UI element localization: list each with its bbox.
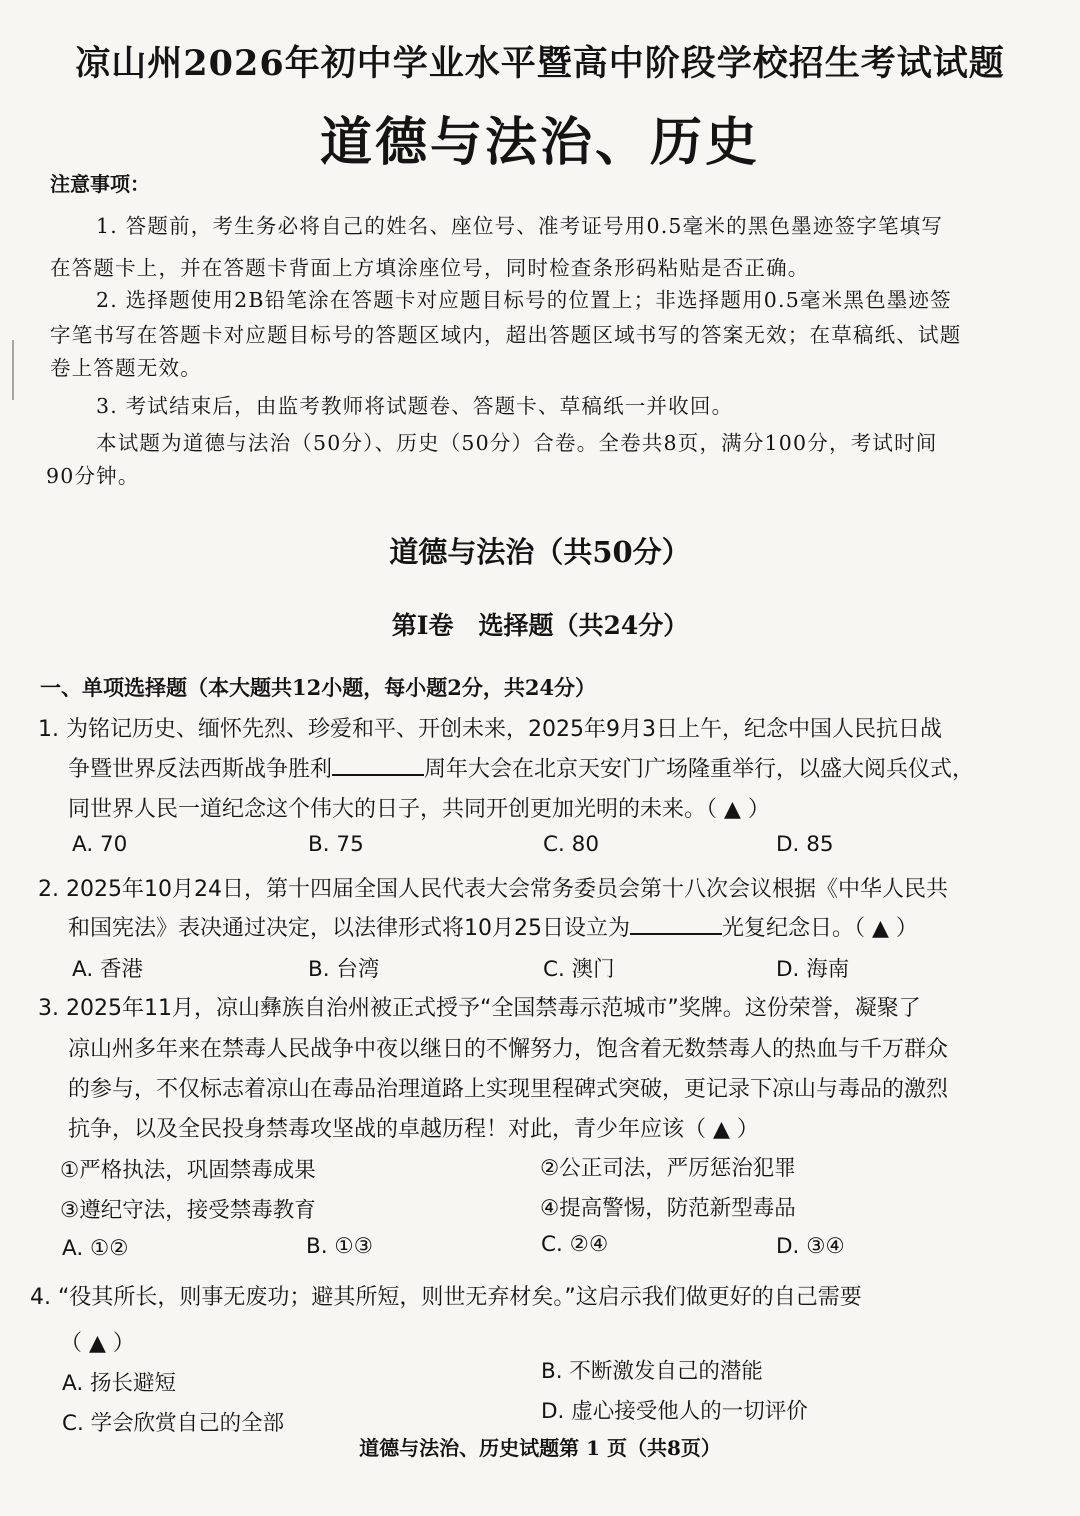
notice-heading: 注意事项： <box>50 172 150 196</box>
question-text-part: 光复纪念日。（ ▲ ） <box>722 916 918 941</box>
notice-line: 卷上答题无效。 <box>50 356 202 380</box>
question-text: 抗争，以及全民投身禁毒攻坚战的卓越历程！对此，青少年应该（ ▲ ） <box>68 1117 759 1142</box>
notice-line: 字笔书写在答题卡对应题目标号的答题区域内，超出答题区域书写的答案无效；在草稿纸、试题 <box>50 323 962 347</box>
option-d: D. 海南 <box>776 957 850 982</box>
question-text: 1. 为铭记历史、缅怀先烈、珍爱和平、开创未来，2025年9月3日上午，纪念中国人民抗日战 <box>38 717 942 742</box>
question-text: 的参与，不仅标志着凉山在毒品治理道路上实现里程碑式突破，更记录下凉山与毒品的激烈 <box>68 1077 949 1102</box>
answer-blank <box>332 752 424 776</box>
option-d: D. 85 <box>776 832 834 857</box>
question-text <box>68 752 974 783</box>
answer-blank <box>630 911 722 935</box>
notice-line: 本试题为道德与法治（50分）、历史（50分）合卷。全卷共8页，满分100分，考试时间 <box>96 431 938 455</box>
option-a: A. 香港 <box>72 957 143 982</box>
notice-line: 3. 考试结束后，由监考教师将试题卷、答题卡、草稿纸一并收回。 <box>96 394 734 418</box>
question-text-part: 周年大会在北京天安门广场隆重举行，以盛大阅兵仪式， <box>424 757 975 782</box>
option-c: C. 80 <box>543 832 600 857</box>
section-instruction: 一、单项选择题（本大题共12小题，每小题2分，共24分） <box>40 675 597 700</box>
exam-subject: 道德与法治、历史 <box>319 112 760 173</box>
option-c: C. 学会欣赏自己的全部 <box>62 1411 285 1436</box>
scan-margin-mark <box>12 340 14 400</box>
question-text: 4. “役其所长，则事无废功；避其所短，则世无弃材矣。”这启示我们做更好的自己需要 <box>30 1285 862 1310</box>
option-c: C. ②④ <box>541 1232 609 1257</box>
question-text: 3. 2025年11月，凉山彝族自治州被正式授予“全国禁毒示范城市”奖牌。这份荣誉，凝聚了 <box>38 996 921 1021</box>
exam-title: 凉山州2026年初中学业水平暨高中阶段学校招生考试试题 <box>75 43 1005 84</box>
notice-line: 90分钟。 <box>46 464 140 488</box>
page-footer: 道德与法治、历史试题第 1 页（共8页） <box>359 1436 721 1460</box>
option-a: A. ①② <box>62 1236 129 1261</box>
part-title: 第Ⅰ卷 选择题（共24分） <box>391 611 689 640</box>
statement-1: ①严格执法，巩固禁毒成果 <box>60 1158 316 1183</box>
question-text: 凉山州多年来在禁毒人民战争中夜以继日的不懈努力，饱含着无数禁毒人的热血与千万群众 <box>68 1037 949 1062</box>
option-c: C. 澳门 <box>543 957 615 982</box>
option-b: B. 不断激发自己的潜能 <box>541 1359 763 1384</box>
option-a: A. 70 <box>72 832 128 857</box>
option-b: B. 75 <box>308 832 364 857</box>
notice-line: 1. 答题前，考生务必将自己的姓名、座位号、准考证号用0.5毫米的黑色墨迹签字笔填写 <box>96 214 944 238</box>
statement-4: ④提高警惕，防范新型毒品 <box>540 1196 796 1221</box>
statement-3: ③遵纪守法，接受禁毒教育 <box>60 1198 316 1223</box>
option-b: B. 台湾 <box>308 957 380 982</box>
section-title: 道德与法治（共50分） <box>389 535 691 569</box>
question-text: （ ▲ ） <box>60 1331 135 1356</box>
notice-line: 2. 选择题使用2B铅笔涂在答题卡对应题目标号的位置上；非选择题用0.5毫米黑色墨迹签 <box>96 288 952 312</box>
question-text-part: 和国宪法》表决通过决定，以法律形式将10月25日设立为 <box>68 916 630 941</box>
option-b: B. ①③ <box>306 1234 373 1259</box>
notice-line: 在答题卡上，并在答题卡背面上方填涂座位号，同时检查条形码粘贴是否正确。 <box>50 256 810 280</box>
statement-2: ②公正司法，严厉惩治犯罪 <box>540 1156 796 1181</box>
question-text: 2. 2025年10月24日，第十四届全国人民代表大会常务委员会第十八次会议根据《中华人民共 <box>38 877 948 902</box>
question-text <box>68 911 918 942</box>
question-text: 同世界人民一道纪念这个伟大的日子，共同开创更加光明的未来。（ ▲ ） <box>68 797 770 822</box>
question-text-part: 争暨世界反法西斯战争胜利 <box>68 757 333 782</box>
option-d: D. ③④ <box>776 1234 845 1259</box>
option-d: D. 虚心接受他人的一切评价 <box>541 1399 808 1424</box>
option-a: A. 扬长避短 <box>62 1371 176 1396</box>
